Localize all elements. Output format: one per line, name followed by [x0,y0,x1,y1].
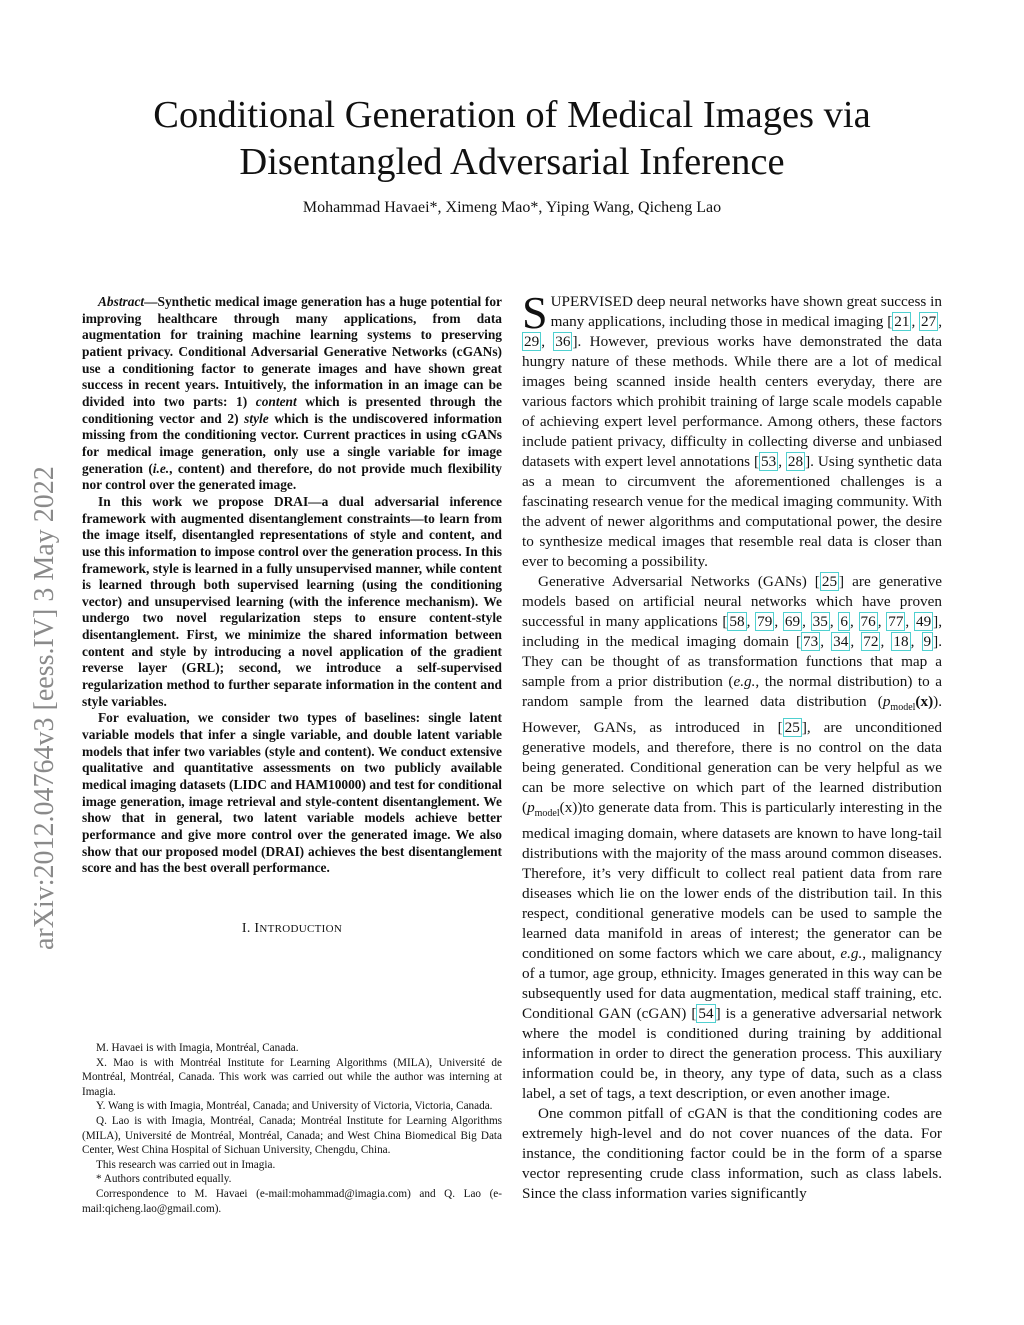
title-line-1: Conditional Generation of Medical Images via [153,94,871,136]
footnote: X. Mao is with Montréal Institute for Learning Algorithms (MILA), Université de Montréal, Montréal, Canada. This work was carried out while the author was interning at Imagia. [82,1056,502,1098]
abstract-paragraph-1: Abstract—Synthetic medical image generation has a huge potential for improving healthcare through many applications, from data augmentation for training machine learning systems to preserving patient privacy. Conditional Adversarial Generative Networks (cGANs) use a conditioning factor to generate images and have shown great success in recent years. Intuitively, the information in an image can be divided into two parts: 1) content which is presented through the conditioning vector and 2) style which is the undiscovered information missing from the conditioning vector. Current practices in using cGANs for medical image generation, only use a single variable for image generation (i.e., content) and therefore, do not provide much flexibility nor control over the generated image. [82,294,502,493]
citation-link[interactable]: 6 [840,613,848,630]
intro-paragraph-2: Generative Adversarial Networks (GANs) [ 25 ] are generative models based on artificial neural networks which have proven successful in many applications [ 58 , 79 , 69 , 35 , 6 , 76 , 77 , 49 ], including in the medical imaging domain [ 73 , 34 , 72 , 18 , 9 ]. They can be thought of as transformation functions that map a sample from a prior distribution (e.g., the normal distribution) to a random sample from the learned data distribution $(p_{model}(x))$. However, GANs, as introduced in [ 25 ], are unconditioned generative models, and therefore, there is no control on the data being generated. Conditional generation can be very helpful as we can be more selective on which part of the learned distribution $(p_{model}(x))to$ generate data from. This is particularly interesting in the medical imaging domain, where datasets are known to have long-tail distributions with the majority of the mass around common diseases. Therefore, it’s very difficult to collect real patient data from rare diseases which lie on the lower ends of the distribution tail. In this respect, conditional generative models can be used to sample the learned data manifold in areas of interest; the generator can be conditioned on some factors which we care about, e.g., malignancy of a tumor, age group, ethnicity. Images generated in this way can be subsequently used for data augmentation, medical staff training, etc. Conditional GAN (cGAN) [ 54 ] is a generative adversarial network where the model is conditioned during training by additional information in order to direct the generation process. This auxiliary information could be, in theory, any type of data, such as a class label, a set of tags, a text description, or even another image. [522,573,943,1103]
author-list: Mohammad Havaei*, Ximeng Mao*, Yiping Wang, Qicheng Lao [302,199,722,216]
citation-link[interactable]: 58 [729,613,745,630]
citation-link[interactable]: 54 [698,1005,714,1023]
citation-link[interactable]: 25 [784,719,800,737]
arxiv-identifier: arXiv:2012.04764v3 [eess.IV] 3 May 2022 [29,466,60,950]
footnote: Q. Lao is with Imagia, Montréal, Canada; Montréal Institute for Learning Algorithms (MILA), Université de Montréal, Montréal, Canada; and West China Biomedical Big Data Center, West China Hospital of Sichuan University, Chengdu, China. [82,1114,502,1157]
abstract-paragraph-2: In this work we propose DRAI—a dual adversarial inference framework with augmented disentanglement constraints—to learn from the image itself, disentangled representations of style and content, and use this information to impose control over the generation process. In this framework, style is learned in a fully unsupervised manner, while content is learned through both supervised learning (using the conditioning vector) and unsupervised learning (with the inference mechanism). We undergo two novel regularization steps to ensure content-style disentanglement. First, we minimize the shared information between content and style by introducing a novel application of the gradient reverse layer (GRL); second, we introduce a self-supervised regularization method to further separate information in the content and style variables. [82,493,502,709]
introduction-body [522,287,943,1204]
citation-link[interactable]: 77 [888,613,904,630]
citation-link[interactable]: 25 [821,573,838,590]
citation-link[interactable]: 76 [860,613,876,630]
section-heading-introduction: I. INTRODUCTION [241,920,343,936]
title-line-2: Disentangled Adversarial Inference [239,141,785,183]
citation-link[interactable]: 53 [761,453,777,470]
arxiv-sidebar [25,350,65,950]
footnote: Y. Wang is with Imagia, Montréal, Canada; and University of Victoria, Victoria, Canada. [96,1100,493,1113]
footnote: Correspondence to M. Havaei (e-mail:mohammad@imagia.com) and Q. Lao (e-mail:qicheng.lao@gmail.com). [82,1187,502,1215]
footnote: This research was carried out in Imagia. [96,1158,276,1171]
citation-link[interactable]: 49 [915,613,932,630]
citation-link[interactable]: 35 [812,613,828,630]
citation-link[interactable]: 69 [784,613,801,630]
citation-link[interactable]: 29 [524,333,540,350]
citation-link[interactable]: 72 [863,633,879,650]
footnote: M. Havaei is with Imagia, Montréal, Canada. [96,1042,299,1054]
citation-link[interactable]: 18 [893,633,909,650]
drop-cap: S [522,287,548,338]
citation-link[interactable]: 27 [921,313,937,330]
abstract-paragraph-3: For evaluation, we consider two types of baselines: single latent variable models that infer a single variable, and double latent variable models that infer two variables (style and content). We conduct extensive qualitative and quantitative assessments on two publicly available medical imaging datasets (LIDC and HAM10000) and test for conditional image generation, image retrieval and style-content disentanglement. We show that in general, two latent variable models achieve better performance and give more control over the generated image. We also show that our proposed model (DRAI) achieves the best disentanglement score and has the best overall performance. [82,710,502,876]
intro-paragraph-3: One common pitfall of cGAN is that the conditioning codes are extremely high-level and do not cover nuances of the data. For instance, the conditioning factor could be in the form of a sparse vector representing crude class information, such as class labels. Since the class information varies significantly [522,1105,942,1203]
abstract-label: Abstract [98,294,145,309]
citation-link[interactable]: 36 [555,333,571,350]
footnotes [82,1041,502,1216]
citation-link[interactable]: 21 [894,313,910,330]
citation-link[interactable]: 73 [803,633,819,650]
right-column [522,287,943,1204]
left-column [82,294,502,937]
citation-link[interactable]: 9 [923,633,932,650]
citation-link[interactable]: 34 [833,633,849,650]
footnote: * Authors contributed equally. [96,1173,232,1186]
citation-link[interactable]: 28 [787,453,804,470]
abstract [82,294,502,877]
paper-title [0,92,1024,186]
citation-link[interactable]: 79 [757,613,773,630]
intro-paragraph-1: SUPERVISED deep neural networks have shown great success in many applications, including those in medical imaging [ 21 , 27 , 29 , 36 ]. However, previous works have demonstrated the data hungry nature of these methods. While there are a lot of medical images being scanned inside health centers everyday, there are various factors which prohibit training of large scale models capable of achieving expert level performance. Among others, these factors include patient privacy, difficulty in collecting diverse and unbiased datasets with expert level annotations [ 53 , 28 ]. Using synthetic data as a mean to circumvent the aforementioned challenges is a fascinating research venue for the medical imaging community. With the advent of newer algorithms and computational power, the desire to synthesize medical images that resemble real data is closer than ever to becoming a possibility. [522,287,943,570]
